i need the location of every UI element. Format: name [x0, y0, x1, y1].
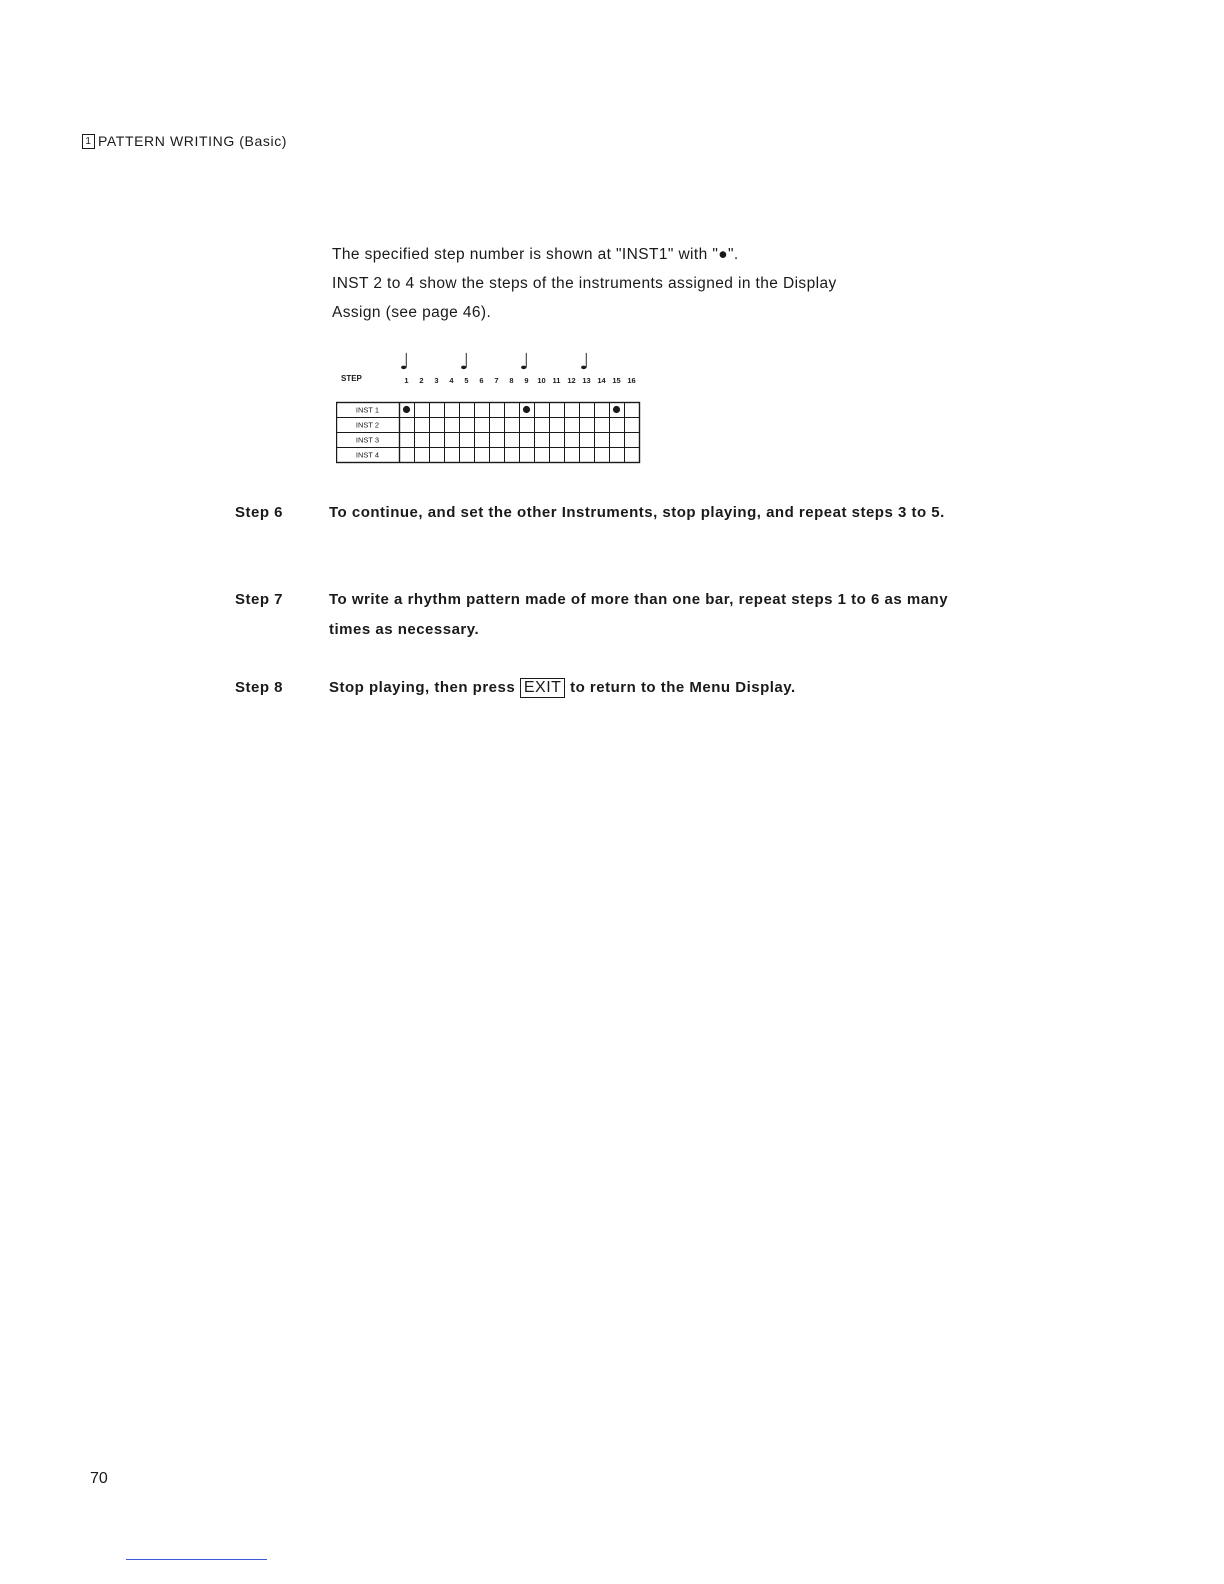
section-title: PATTERN WRITING (Basic) [98, 133, 288, 149]
footer-rule [126, 1559, 267, 1560]
step-number-label: 3 [434, 376, 439, 385]
quarter-note-icon: ♩ [399, 350, 410, 375]
step-7-text: To write a rhythm pattern made of more than one bar, repeat steps 1 to 6 as many times as necessary. [329, 591, 949, 638]
instrument-row-label: INST 2 [355, 420, 380, 430]
intro-paragraph [332, 240, 972, 327]
step-number-label: 4 [449, 376, 454, 385]
instrument-row-label: INST 1 [355, 405, 380, 415]
intro-line-1: The specified step number is shown at "INST1" with "●". [332, 246, 739, 263]
step-6-label: Step 6 [235, 504, 284, 521]
step-mark-dot [403, 406, 410, 413]
step-mark-dot [523, 406, 530, 413]
step-number-label: 5 [464, 376, 469, 385]
exit-key: EXIT [520, 678, 566, 698]
step-number-label: 12 [567, 376, 576, 385]
step-7-label: Step 7 [235, 591, 284, 608]
intro-line-2: INST 2 to 4 show the steps of the instruments assigned in the Display [332, 275, 837, 292]
step-number-label: 16 [627, 376, 636, 385]
instrument-row-label: INST 4 [355, 450, 380, 460]
step-number-label: 14 [597, 376, 606, 385]
quarter-note-icon: ♩ [579, 350, 590, 375]
step-number-label: 9 [524, 376, 529, 385]
step-number-label: 7 [494, 376, 499, 385]
step-number-label: 11 [552, 376, 561, 385]
step-mark-dot [613, 406, 620, 413]
step-8-label: Step 8 [235, 679, 284, 696]
step-8-text-after: to return to the Menu Display. [570, 679, 796, 696]
step-number-label: 15 [612, 376, 621, 385]
step-6-text: To continue, and set the other Instruments, stop playing, and repeat steps 3 to 5. [329, 504, 945, 521]
step-number-label: 13 [582, 376, 591, 385]
step-8-text [329, 673, 969, 703]
instrument-row-label: INST 3 [355, 435, 380, 445]
intro-line-3: Assign (see page 46). [332, 304, 492, 321]
section-header [82, 133, 287, 149]
step-axis-label: STEP [341, 374, 362, 383]
step-grid-figure [336, 345, 656, 470]
step-number-label: 8 [509, 376, 514, 385]
page-number: 70 [90, 1470, 108, 1487]
quarter-note-icon: ♩ [519, 350, 530, 375]
step-number-label: 10 [537, 376, 546, 385]
step-8-text-before: Stop playing, then press [329, 679, 516, 696]
section-number-box: 1 [82, 134, 95, 149]
step-number-label: 1 [404, 376, 409, 385]
quarter-note-icon: ♩ [459, 350, 470, 375]
step-number-label: 2 [419, 376, 424, 385]
step-number-label: 6 [479, 376, 484, 385]
